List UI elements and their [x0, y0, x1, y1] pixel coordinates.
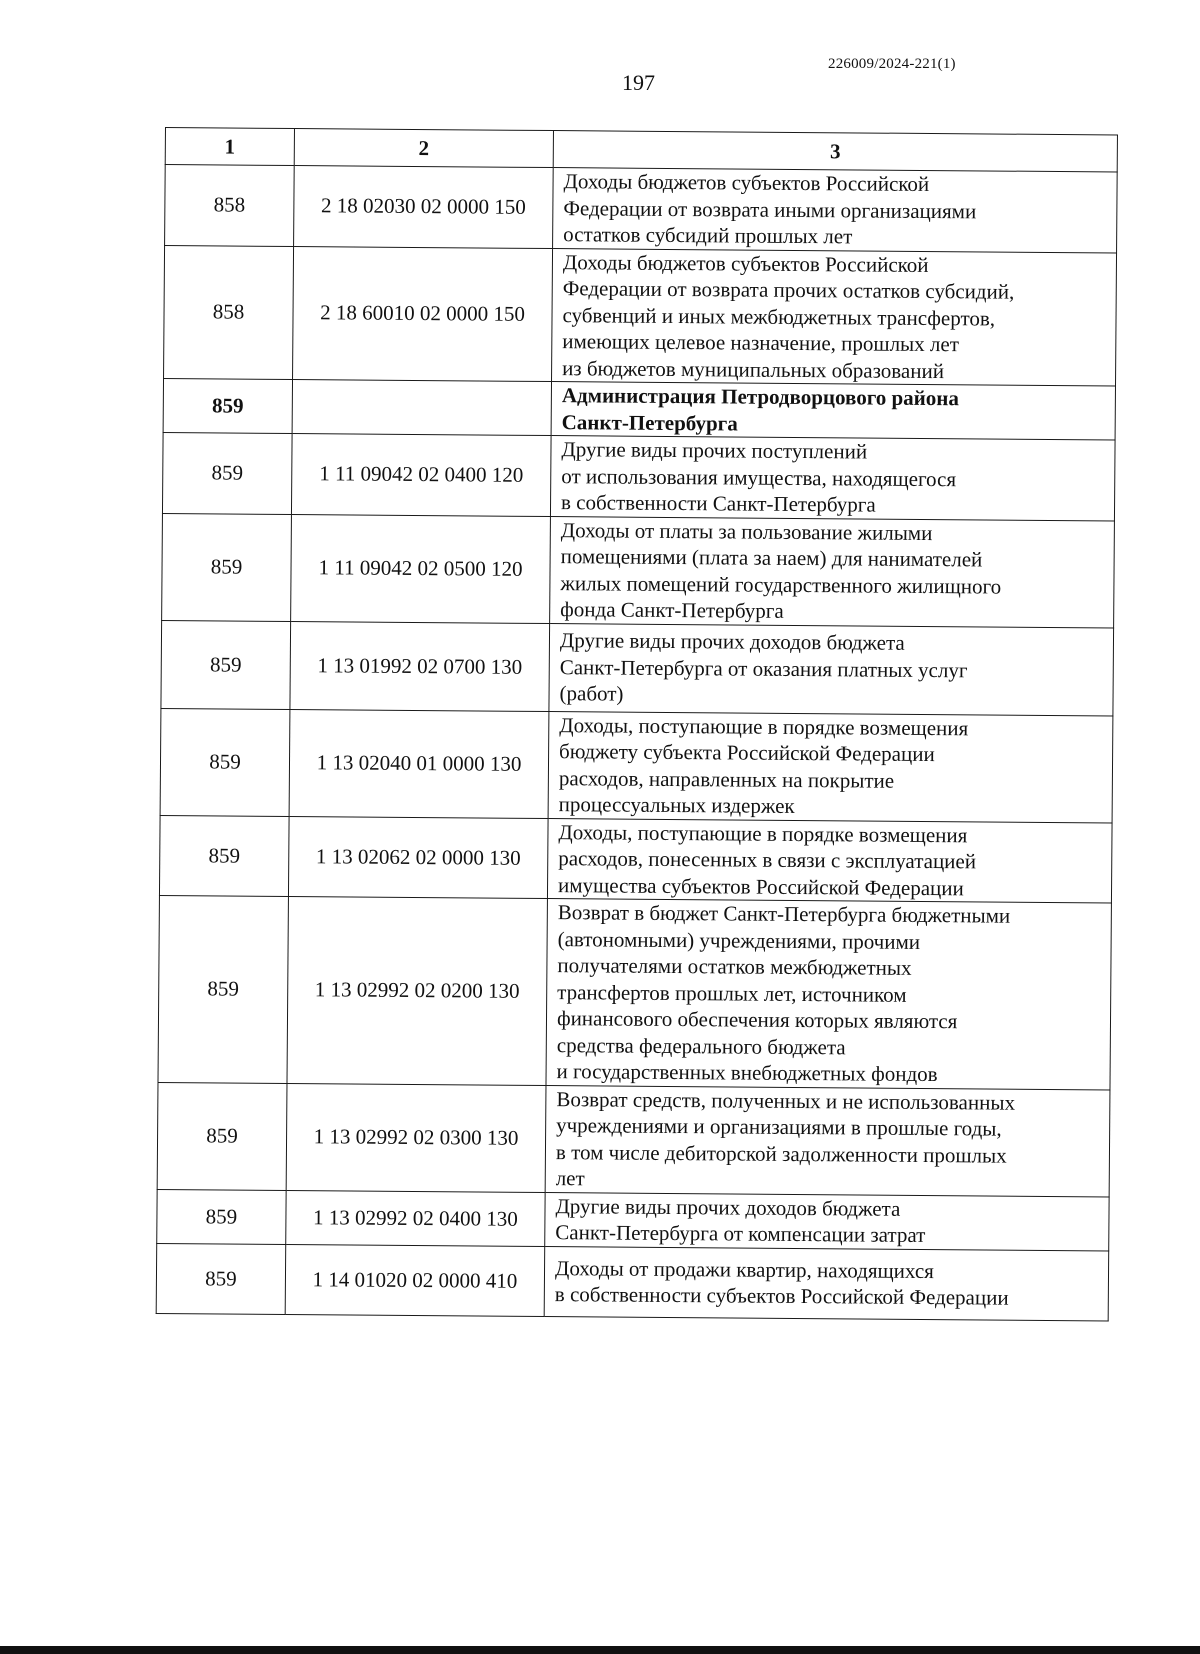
description-line: Администрация Петродворцового района: [561, 383, 959, 411]
description-line: помещениями (плата за наем) для нанимателей: [560, 544, 983, 572]
description-line: (работ): [559, 681, 624, 706]
description-cell: [545, 1192, 1109, 1250]
description-line: трансфертов прошлых лет, источником: [557, 979, 907, 1007]
admin-code-cell: 859: [161, 620, 291, 709]
description-line: финансового обеспечения которых являются: [556, 1006, 958, 1034]
description-line: Федерации от возврата прочих остатков субсидий,: [562, 276, 1015, 304]
description-line: Санкт-Петербурга от оказания платных услуг: [559, 654, 968, 683]
description-line: расходов, понесенных в связи с эксплуатацией: [558, 846, 977, 874]
table-row: [162, 513, 1115, 627]
description-cell: [553, 168, 1118, 253]
scan-bottom-edge: [0, 1646, 1200, 1654]
description-line: фонда Санкт-Петербурга: [560, 597, 784, 623]
description-line: Доходы, поступающие в порядке возмещения: [559, 712, 969, 740]
description-line: в собственности Санкт-Петербурга: [560, 490, 876, 517]
description-line: Доходы бюджетов субъектов Российской: [562, 249, 929, 277]
description-line: средства федерального бюджета: [556, 1032, 846, 1059]
description-line: Доходы от продажи квартир, находящихся: [554, 1255, 934, 1283]
description-line: Федерации от возврата иными организациями: [563, 195, 977, 223]
description-cell: [551, 382, 1115, 440]
document-number: 226009/2024-221(1): [828, 56, 956, 72]
description-cell: [546, 899, 1111, 1090]
description-line: (автономными) учреждениями, прочими: [557, 926, 921, 954]
table-row: [163, 378, 1115, 439]
description-line: от использования имущества, находящегося: [561, 463, 957, 491]
table-row: [161, 620, 1114, 715]
description-line: остатков субсидий прошлых лет: [563, 222, 853, 249]
kbk-code-cell: 2 18 02030 02 0000 150: [294, 166, 554, 249]
table-row: [158, 895, 1111, 1089]
table-row: [156, 1243, 1109, 1320]
admin-code-cell: 859: [159, 815, 289, 897]
description-line: субвенций и иных межбюджетных трансфертов,: [562, 302, 996, 331]
description-line: бюджету субъекта Российской Федерации: [559, 739, 935, 767]
kbk-code-cell: 1 13 02992 02 0300 130: [286, 1083, 546, 1192]
kbk-code-cell: 2 18 60010 02 0000 150: [293, 246, 553, 382]
admin-code-cell: 858: [164, 245, 294, 380]
admin-code-cell: 859: [157, 1082, 287, 1190]
table-body: [156, 165, 1117, 1321]
kbk-code-cell: 1 13 02040 01 0000 130: [289, 709, 549, 818]
description-line: жилых помещений государственного жилищного: [560, 570, 1002, 599]
page-number: 197: [622, 70, 655, 95]
description-line: получателями остатков межбюджетных: [557, 953, 912, 980]
description-line: Доходы бюджетов субъектов Российской: [563, 169, 930, 197]
description-line: из бюджетов муниципальных образований: [562, 355, 945, 383]
description-line: Другие виды прочих доходов бюджета: [559, 628, 905, 656]
table-row: [165, 165, 1118, 253]
budget-classification-table: [156, 127, 1118, 1321]
admin-code-cell: 859: [160, 708, 290, 816]
admin-code-cell: 859: [163, 378, 292, 433]
table-row: [157, 1082, 1110, 1196]
table-row: [159, 815, 1112, 903]
description-line: Доходы, поступающие в порядке возмещения: [558, 819, 968, 847]
kbk-code-cell: [292, 380, 551, 436]
admin-code-cell: 859: [158, 895, 288, 1083]
kbk-code-cell: 1 13 02992 02 0400 130: [286, 1190, 545, 1246]
description-line: Другие виды прочих доходов бюджета: [555, 1193, 901, 1221]
column-header-3: 3: [553, 131, 1117, 172]
kbk-code-cell: 1 13 01992 02 0700 130: [290, 621, 550, 711]
column-header-2: 2: [294, 129, 553, 168]
description-cell: [545, 1085, 1110, 1196]
kbk-code-cell: 1 14 01020 02 0000 410: [285, 1244, 545, 1316]
admin-code-cell: 859: [162, 432, 292, 514]
description-cell: [550, 516, 1115, 627]
description-line: Санкт-Петербурга: [561, 409, 738, 436]
admin-code-cell: 859: [157, 1189, 286, 1244]
table-row: [160, 708, 1113, 822]
kbk-code-cell: 1 13 02062 02 0000 130: [288, 816, 548, 899]
description-line: Возврат в бюджет Санкт-Петербурга бюджетными: [557, 900, 1011, 928]
description-line: Возврат средств, полученных и не использованных: [556, 1086, 1016, 1115]
description-line: в собственности субъектов Российской Федерации: [554, 1282, 1009, 1310]
admin-code-cell: 859: [156, 1243, 286, 1314]
description-line: расходов, направленных на покрытие: [558, 765, 895, 793]
description-line: процессуальных издержек: [558, 792, 795, 818]
description-cell: [544, 1246, 1109, 1320]
kbk-code-cell: 1 11 09042 02 0400 120: [291, 434, 551, 517]
description-line: учреждениями и организациями в прошлые годы,: [556, 1113, 1002, 1141]
kbk-code-cell: 1 13 02992 02 0200 130: [287, 896, 547, 1085]
table-row: [162, 432, 1115, 520]
kbk-code-cell: 1 11 09042 02 0500 120: [291, 514, 551, 623]
description-line: Другие виды прочих поступлений: [561, 437, 868, 464]
description-line: имеющих целевое назначение, прошлых лет: [562, 329, 960, 357]
description-cell: [550, 436, 1115, 521]
admin-code-cell: 859: [162, 513, 292, 621]
description-cell: [547, 818, 1112, 903]
column-header-1: 1: [165, 128, 294, 166]
description-cell: [548, 711, 1113, 822]
description-cell: [552, 248, 1117, 386]
description-line: Доходы от платы за пользование жилыми: [560, 517, 933, 545]
description-line: Санкт-Петербурга от компенсации затрат: [555, 1220, 926, 1248]
description-line: и государственных внебюджетных фондов: [556, 1059, 938, 1087]
description-line: в том числе дебиторской задолженности прошлых: [555, 1139, 1007, 1168]
description-line: лет: [555, 1166, 585, 1191]
description-line: имущества субъектов Российской Федерации: [557, 872, 964, 900]
table-row: [157, 1189, 1109, 1250]
table-row: [164, 245, 1117, 386]
admin-code-cell: 858: [165, 165, 295, 247]
description-cell: [549, 623, 1114, 715]
